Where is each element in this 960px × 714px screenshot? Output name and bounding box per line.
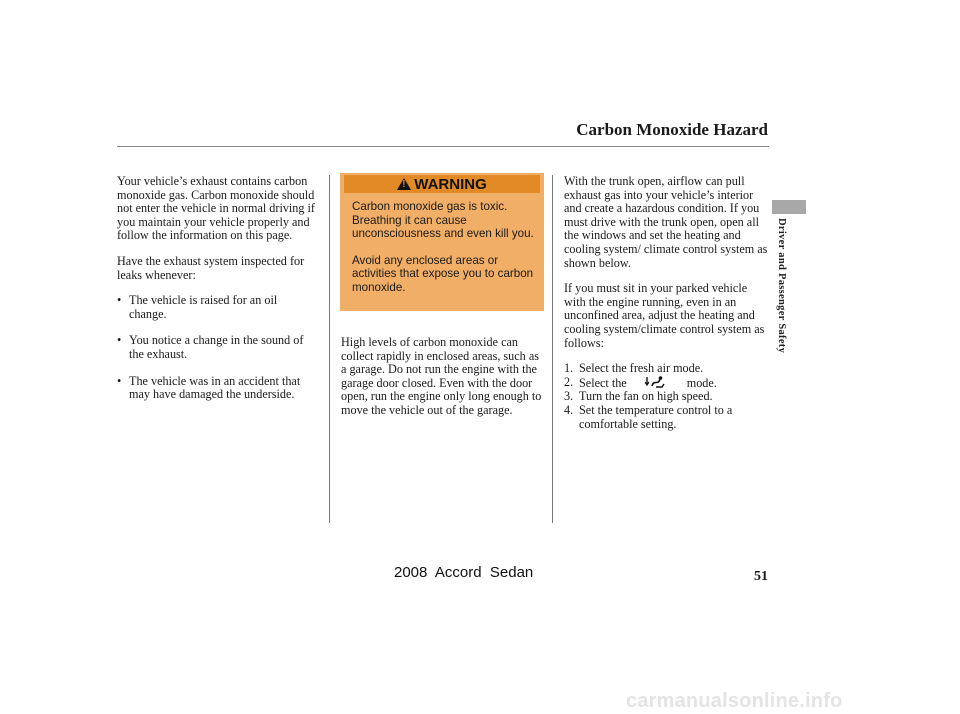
list-item: • The vehicle was in an accident that may have damaged the underside. — [117, 375, 317, 402]
warning-text-toxic: Carbon monoxide gas is toxic. Breathing it can cause unconsciousness and even kill you. — [352, 200, 534, 240]
model-footer: 2008 Accord Sedan — [394, 564, 534, 581]
intro-paragraph: Your vehicle’s exhaust contains carbon monoxide gas. Carbon monoxide should not enter the vehicle in normal driving if you maintain your vehicle properly and follow the information on this page. — [117, 174, 315, 243]
warning-text-avoid: Avoid any enclosed areas or activities that expose you to carbon monoxide. — [352, 253, 534, 294]
warning-text — [352, 200, 538, 307]
right-column — [564, 175, 769, 431]
section-tab-marker — [772, 200, 806, 214]
warning-header — [344, 175, 540, 193]
garage-paragraph: High levels of carbon monoxide can collect rapidly in enclosed areas, such as a garage. Do not run the engine with the garage door closed. Even with the door open, run the engine only long enough to move the vehicle out of the garage. — [341, 335, 542, 417]
parked-paragraph: If you must sit in your parked vehicle with the engine running, even in an unconfined area, adjust the heating and cooling system/climate control system as follows: — [564, 281, 765, 350]
inspection-paragraph: Have the exhaust system inspected for leaks whenever: — [117, 253, 305, 282]
steps-list — [564, 362, 769, 431]
watermark: carmanualsonline.info — [626, 690, 843, 712]
warning-triangle-icon — [397, 178, 411, 190]
list-item: 3. Turn the fan on high speed. — [564, 389, 713, 404]
page-number: 51 — [754, 569, 768, 584]
list-item: 4. Set the temperature control to a comfortable setting. — [564, 402, 733, 431]
middle-column — [341, 336, 545, 430]
list-item: 2. Select the mode. — [564, 374, 717, 390]
section-tab-label: Driver and Passenger Safety — [776, 218, 787, 354]
list-item: • The vehicle is raised for an oil change. — [117, 294, 317, 321]
page-title: Carbon Monoxide Hazard — [576, 120, 768, 139]
inspection-list — [117, 294, 317, 402]
floor-vent-mode-icon — [645, 376, 665, 388]
column-divider — [552, 175, 553, 523]
header-rule — [117, 146, 769, 147]
column-divider — [329, 175, 330, 523]
left-column — [117, 175, 317, 415]
list-item: 1. Select the fresh air mode. — [564, 361, 704, 376]
list-item: • You notice a change in the sound of the exhaust. — [117, 334, 317, 361]
warning-label: WARNING — [414, 175, 487, 193]
trunk-paragraph: With the trunk open, airflow can pull exhaust gas into your vehicle’s interior and create a hazardous condition. If you must drive with the trunk open, open all the windows and set the heating and cooling system/ climate control system as shown below. — [564, 174, 768, 270]
